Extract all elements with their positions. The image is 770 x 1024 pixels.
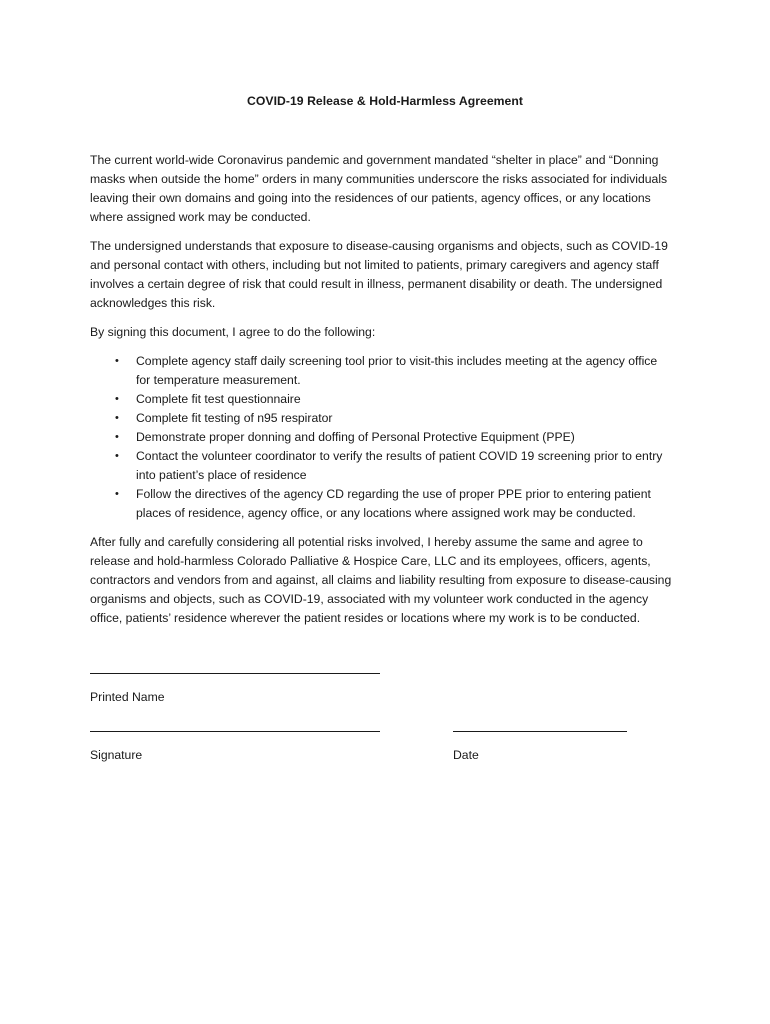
intro-paragraph: The current world-wide Coronavirus pandemic and government mandated “shelter in place” and “Donning masks when outside the home” orders in many communities underscore the risks associated for individuals leaving their own domains and going into the residences of our patients, agency offices, or any locations where assigned work may be conducted. <box>90 153 668 225</box>
release-paragraph: After fully and carefully considering all potential risks involved, I hereby assume the same and agree to release and hold-harmless Colorado Palliative & Hospice Care, LLC and its employees, officers, agents, contractors and vendors from and against, all claims and liability resulting from exposure to disease-causing organisms and objects, such as COVID-19, associated with my volunteer work conducted in the agency office, patients’ residence wherever the patient resides or locations where my work is to be conducted. <box>90 535 672 626</box>
list-item <box>90 409 674 428</box>
bullet-icon: • <box>115 411 119 424</box>
requirements-list <box>90 352 674 524</box>
date-line[interactable] <box>453 731 627 732</box>
list-item-text: Complete fit test questionnaire <box>136 391 301 406</box>
bullet-icon: • <box>115 431 119 443</box>
list-item <box>90 390 674 409</box>
bullet-icon: • <box>115 450 119 463</box>
document-body <box>90 151 674 638</box>
list-item-text: Demonstrate proper donning and doffing of Personal Protective Equipment (PPE) <box>136 430 575 444</box>
list-item <box>90 352 674 390</box>
list-item <box>90 447 674 485</box>
list-item-text: Complete agency staff daily screening tool prior to visit-this includes meeting at the agency office for temperature measurement. <box>136 353 658 387</box>
list-item-text: Complete fit testing of n95 respirator <box>136 410 333 425</box>
printed-name-line[interactable] <box>90 673 380 674</box>
bullet-icon: • <box>115 354 119 367</box>
list-item <box>90 485 674 523</box>
list-item-text: Contact the volunteer coordinator to verify the results of patient COVID 19 screening prior to entry into patient’s place of residence <box>136 449 663 483</box>
signature-line[interactable] <box>90 731 380 732</box>
bullet-icon: • <box>115 392 119 405</box>
document-title: COVID-19 Release & Hold-Harmless Agreement <box>247 94 523 108</box>
list-item <box>90 428 674 447</box>
printed-name-label: Printed Name <box>90 690 165 704</box>
signature-label: Signature <box>90 748 143 762</box>
risk-acknowledgement-paragraph: The undersigned understands that exposure to disease-causing organisms and objects, such as COVID-19 and personal contact with others, including but not limited to patients, primary caregivers and agency staff involves a certain degree of risk that could result in illness, permanent disability or death. The undersigned acknowledges this risk. <box>90 238 668 311</box>
list-item-text: Follow the directives of the agency CD regarding the use of proper PPE prior to entering patient places of residence, agency office, or any locations where assigned work may be conducted. <box>136 487 651 521</box>
bullet-icon: • <box>115 488 119 501</box>
agreement-lead-in: By signing this document, I agree to do the following: <box>90 324 376 339</box>
date-label: Date <box>453 748 479 762</box>
